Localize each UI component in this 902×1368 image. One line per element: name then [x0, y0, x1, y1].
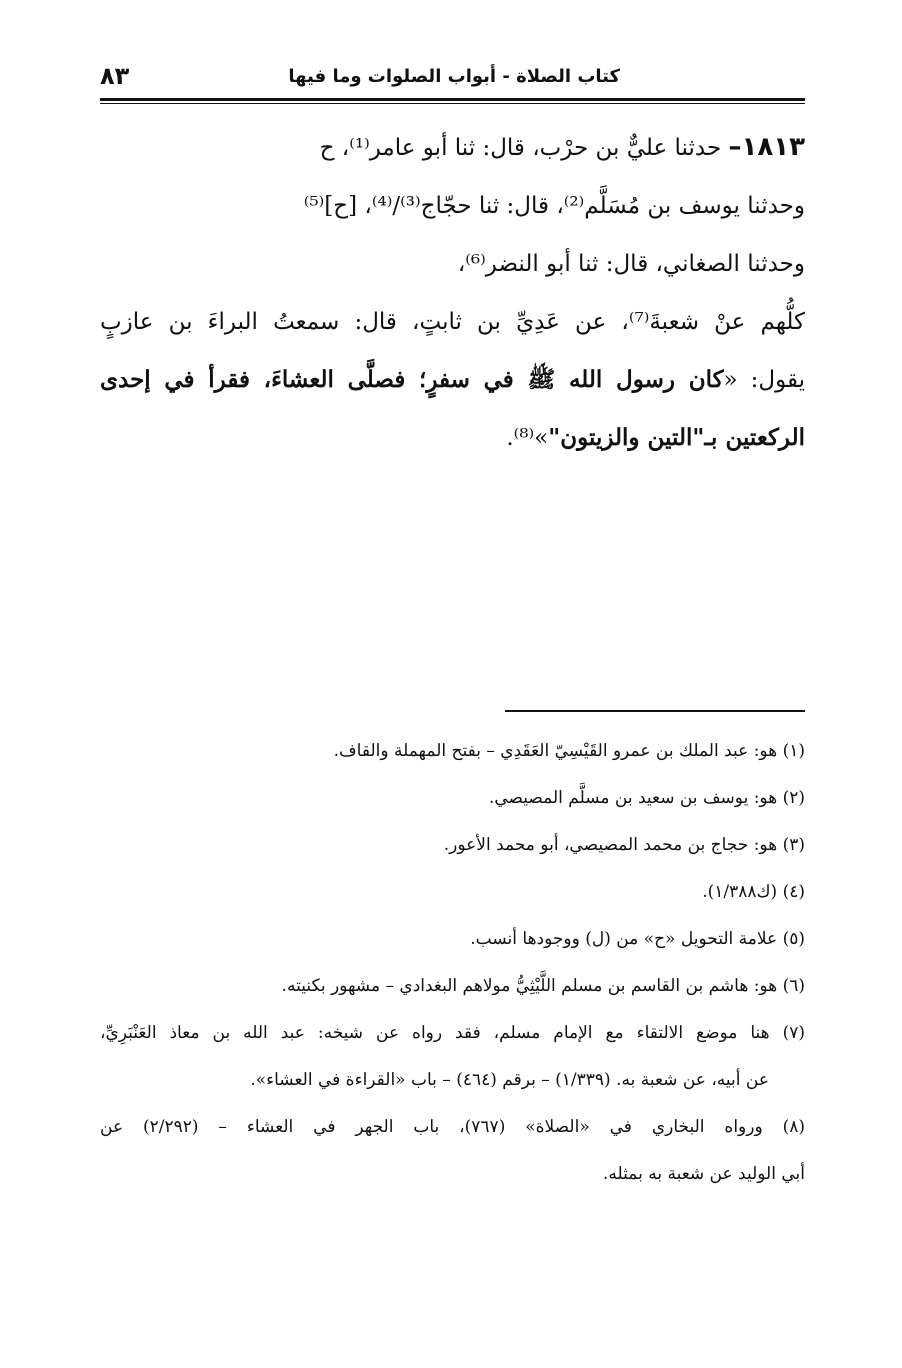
- footnote-2: (٢) هو: يوسف بن سعيد بن مسلَّم المصيصي.: [488, 788, 805, 808]
- hadith-line-1: [100, 118, 805, 177]
- hadith-line-6: [100, 409, 805, 467]
- hadith-line-2: وحدثنا يوسف بن مُسَلَّم⁽²⁾، قال: ثنا حجّاج⁽³⁾/⁽⁴⁾، [ح]⁽⁵⁾: [303, 193, 805, 219]
- footnote-5: (٥) علامة التحويل «ح» من (ل) ووجودها أنسب.: [470, 929, 805, 949]
- footnote-6: (٦) هو: هاشم بن القاسم بن مسلم اللَّيْثِيُّ مولاهم البغدادي – مشهور بكنيته.: [281, 976, 805, 996]
- hadith-matn-2: الركعتين بـ"التين والزيتون": [548, 424, 805, 451]
- footnote-8-continued: أبي الوليد عن شعبة به بمثله.: [602, 1164, 805, 1184]
- footnote-4: (٤) (ك١/٣٨٨).: [702, 882, 805, 902]
- header-rule-thin: [100, 103, 805, 104]
- header-rule-thick: [100, 98, 805, 101]
- footnote-separator: [505, 710, 805, 712]
- footnotes: [100, 728, 805, 1198]
- hadith-line-5-prefix: يقول: «: [723, 367, 805, 393]
- hadith-line-6-suffix: »⁽⁸⁾.: [506, 425, 549, 451]
- hadith-text: [100, 118, 805, 467]
- page-number: ٨٣: [100, 62, 130, 90]
- hadith-line-4: كلُّهم عنْ شعبةَ⁽⁷⁾، عن عَدِيِّ بن ثابتٍ، قال: سمعتُ البراءَ بن عازبٍ: [100, 309, 805, 335]
- footnote-7-continued: عن أبيه، عن شعبة به. (١/٣٣٩) – برقم (٤٦٤) – باب «القراءة في العشاء».: [250, 1070, 769, 1090]
- footnote-3: (٣) هو: حجاج بن محمد المصيصي، أبو محمد الأعور.: [443, 835, 805, 855]
- page-header: [100, 62, 805, 98]
- running-title: كتاب الصلاة - أبواب الصلوات وما فيها: [288, 66, 620, 87]
- footnote-1: (١) هو: عبد الملك بن عمرو القَيْسِيّ العَقَدِي – بفتح المهملة والقاف.: [333, 741, 805, 761]
- hadith-line-3: وحدثنا الصغاني، قال: ثنا أبو النضر⁽⁶⁾،: [457, 251, 805, 277]
- footnote-8: (٨) ورواه البخاري في «الصلاة» (٧٦٧)، باب الجهر في العشاء – (٢/٢٩٢) عن: [100, 1117, 806, 1137]
- hadith-line-1-text: حدثنا عليٌّ بن حرْب، قال: ثنا أبو عامر⁽¹⁾، ح: [319, 135, 722, 161]
- hadith-line-5: [100, 351, 805, 409]
- footnote-7: (٧) هنا موضع الالتقاء مع الإمام مسلم، فقد رواه عن شيخه: عبد الله بن معاذ العَنْبَرِيِّ،: [100, 1023, 805, 1043]
- hadith-matn-1: كان رسول الله ﷺ في سفرٍ؛ فصلَّى العشاءَ، فقرأ في إحدى: [100, 366, 724, 393]
- hadith-number: ١٨١٣–: [728, 132, 805, 162]
